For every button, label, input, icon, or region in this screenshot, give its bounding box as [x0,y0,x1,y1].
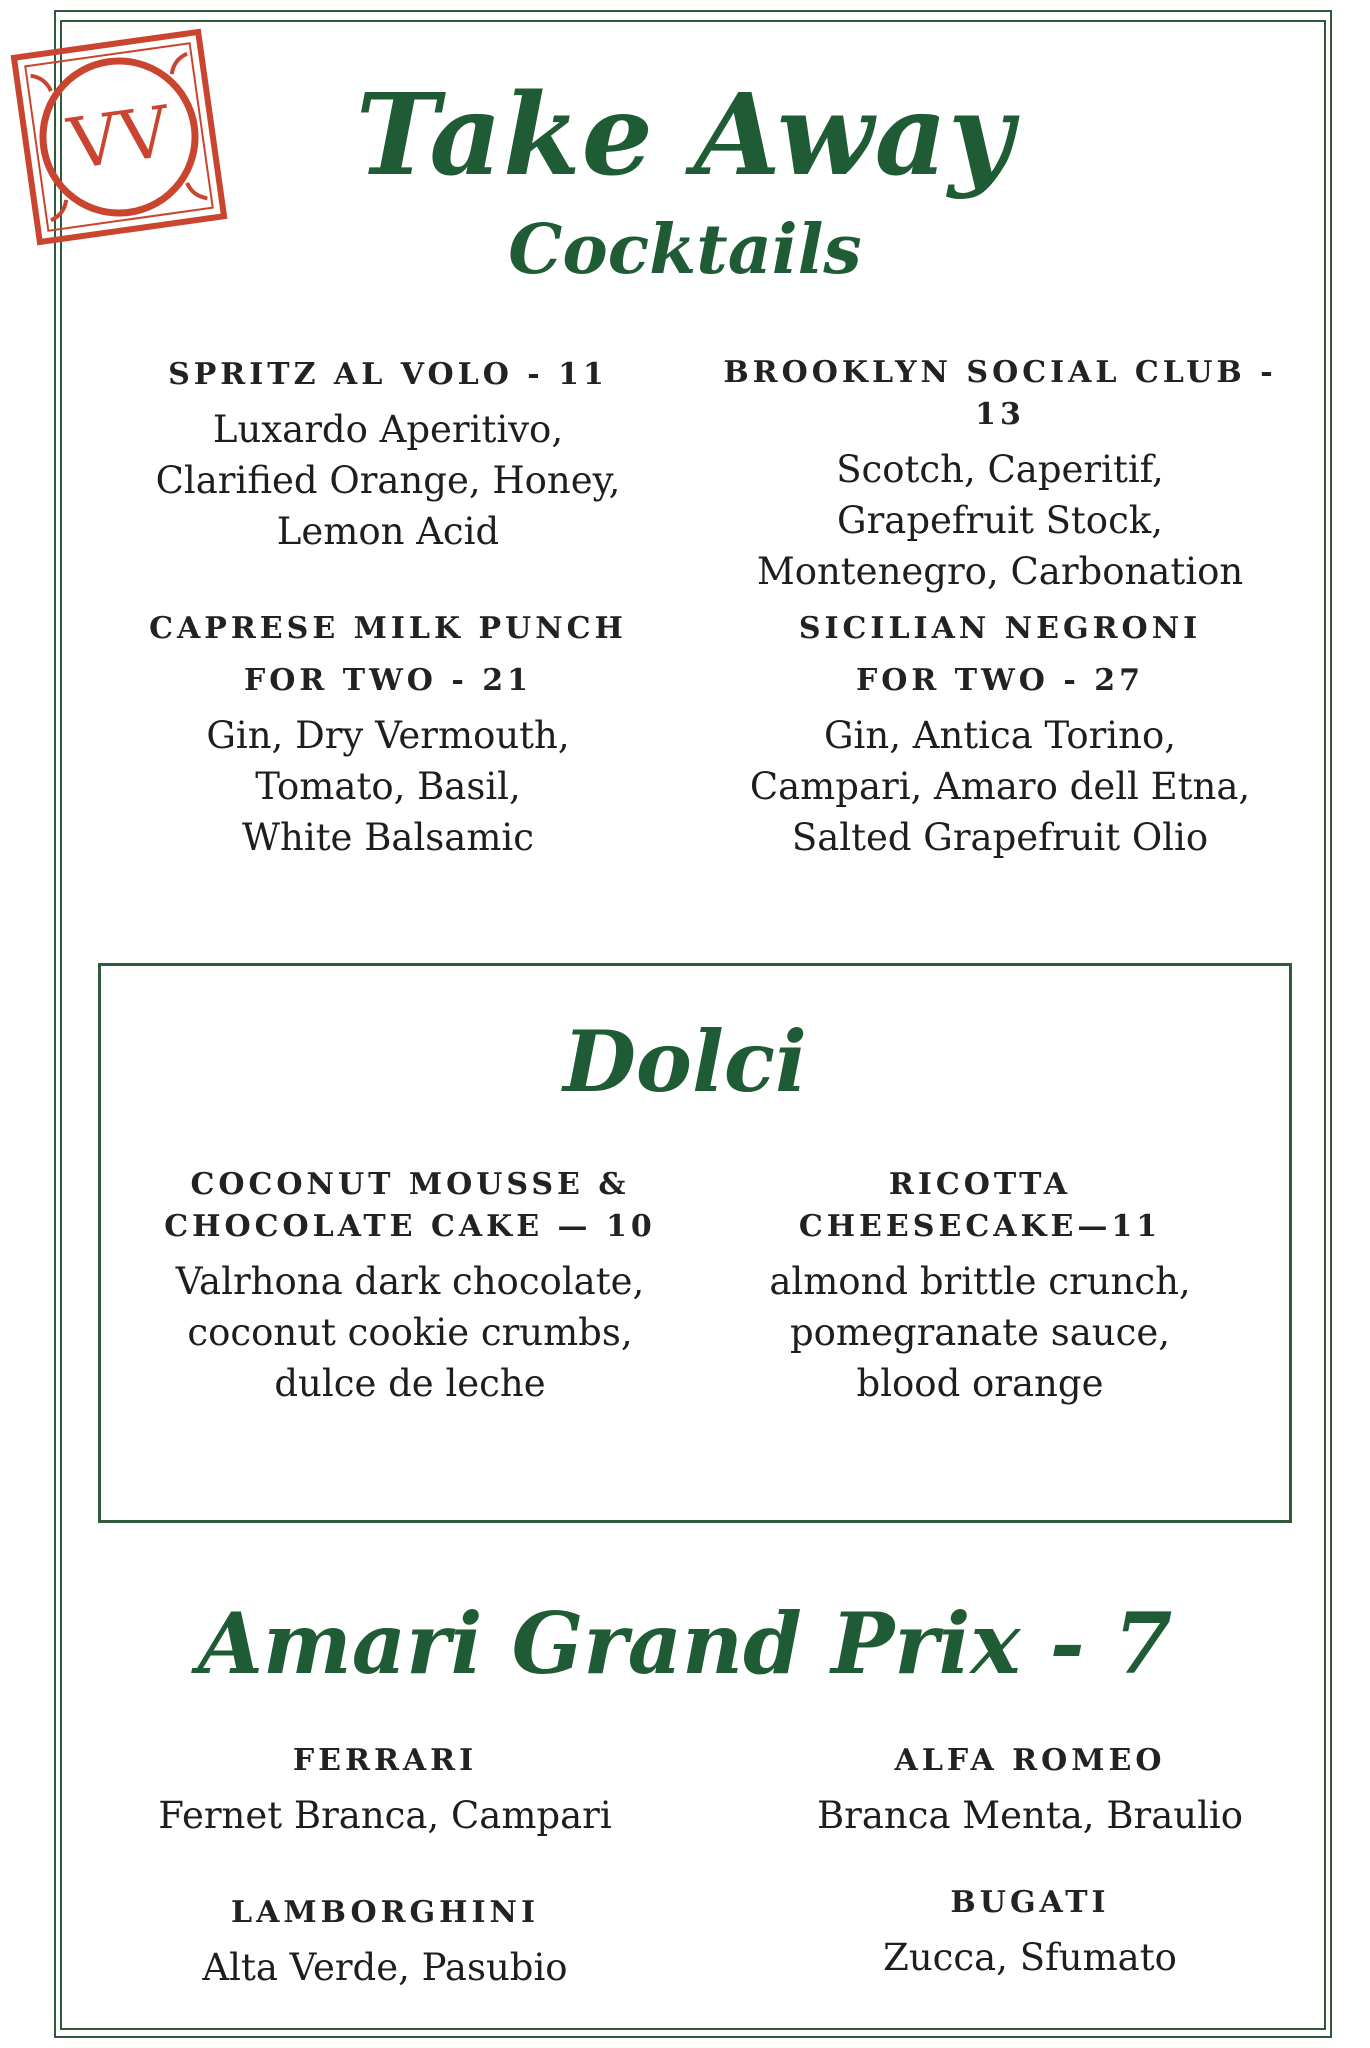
item-desc: Branca Menta, Braulio [816,1794,1244,1837]
dolci-title: Dolci [563,1012,807,1111]
item-line: Valrhona dark chocolate, [175,1260,645,1303]
item-line: dulce de leche [274,1362,546,1405]
item-name: BUGATI [950,1885,1110,1920]
stamp-letters: VV [63,90,175,186]
item-line: Grapefruit Stock, [837,499,1163,542]
item-line: Gin, Dry Vermouth, [206,714,570,757]
item-line: Scotch, Caperitif, [836,448,1164,491]
dessert-item [720,1164,1240,1409]
item-name-line2: CHOCOLATE CAKE — 10 [164,1209,656,1244]
item-name: CAPRESE MILK PUNCH [149,611,627,646]
item-name: RICOTTA [888,1167,1072,1202]
item-name: FERRARI [292,1743,478,1778]
cocktail-item [128,354,648,557]
item-name-line2: FOR TWO - 27 [855,663,1145,698]
item-desc: Fernet Branca, Campari [158,1794,612,1837]
item-line: White Balsamic [242,816,534,859]
item-desc: Alta Verde, Pasubio [202,1946,568,1989]
page-title: Take Away [355,70,1015,201]
amaro-item [120,1740,650,1841]
item-line: almond brittle crunch, [769,1260,1191,1303]
item-line: pomegranate sauce, [789,1311,1171,1354]
item-line: Gin, Antica Torino, [823,714,1176,757]
item-name: COCONUT MOUSSE & [190,1167,630,1202]
item-line: Montenegro, Carbonation [756,550,1244,593]
item-desc: Zucca, Sfumato [883,1936,1177,1979]
item-line: coconut cookie crumbs, [187,1311,633,1354]
item-line: Clarified Orange, Honey, [155,459,621,502]
dessert-item [140,1164,680,1409]
page-subtitle: Cocktails [508,210,862,290]
item-line: Tomato, Basil, [255,765,521,808]
item-line: blood orange [856,1362,1104,1405]
item-line: Campari, Amaro dell Etna, [749,765,1251,808]
item-name-line2: CHEESECAKE—11 [798,1209,1162,1244]
amari-title: Amari Grand Prix - 7 [197,1594,1173,1693]
item-name: SPRITZ AL VOLO - 11 [168,357,608,392]
item-line: Lemon Acid [276,510,500,553]
item-name: BROOKLYN SOCIAL CLUB - 13 [723,355,1277,432]
cocktail-item [108,608,668,863]
item-line: Salted Grapefruit Olio [791,816,1209,859]
item-name: SICILIAN NEGRONI [798,611,1202,646]
cocktail-item [700,352,1300,597]
amaro-item [780,1740,1280,1841]
cocktail-item [720,608,1280,863]
amaro-item [780,1882,1280,1983]
item-name: LAMBORGHINI [230,1895,539,1930]
item-line: Luxardo Aperitivo, [212,408,564,451]
item-name-line2: FOR TWO - 21 [243,663,533,698]
amaro-item [120,1892,650,1993]
item-name: ALFA ROMEO [894,1743,1166,1778]
